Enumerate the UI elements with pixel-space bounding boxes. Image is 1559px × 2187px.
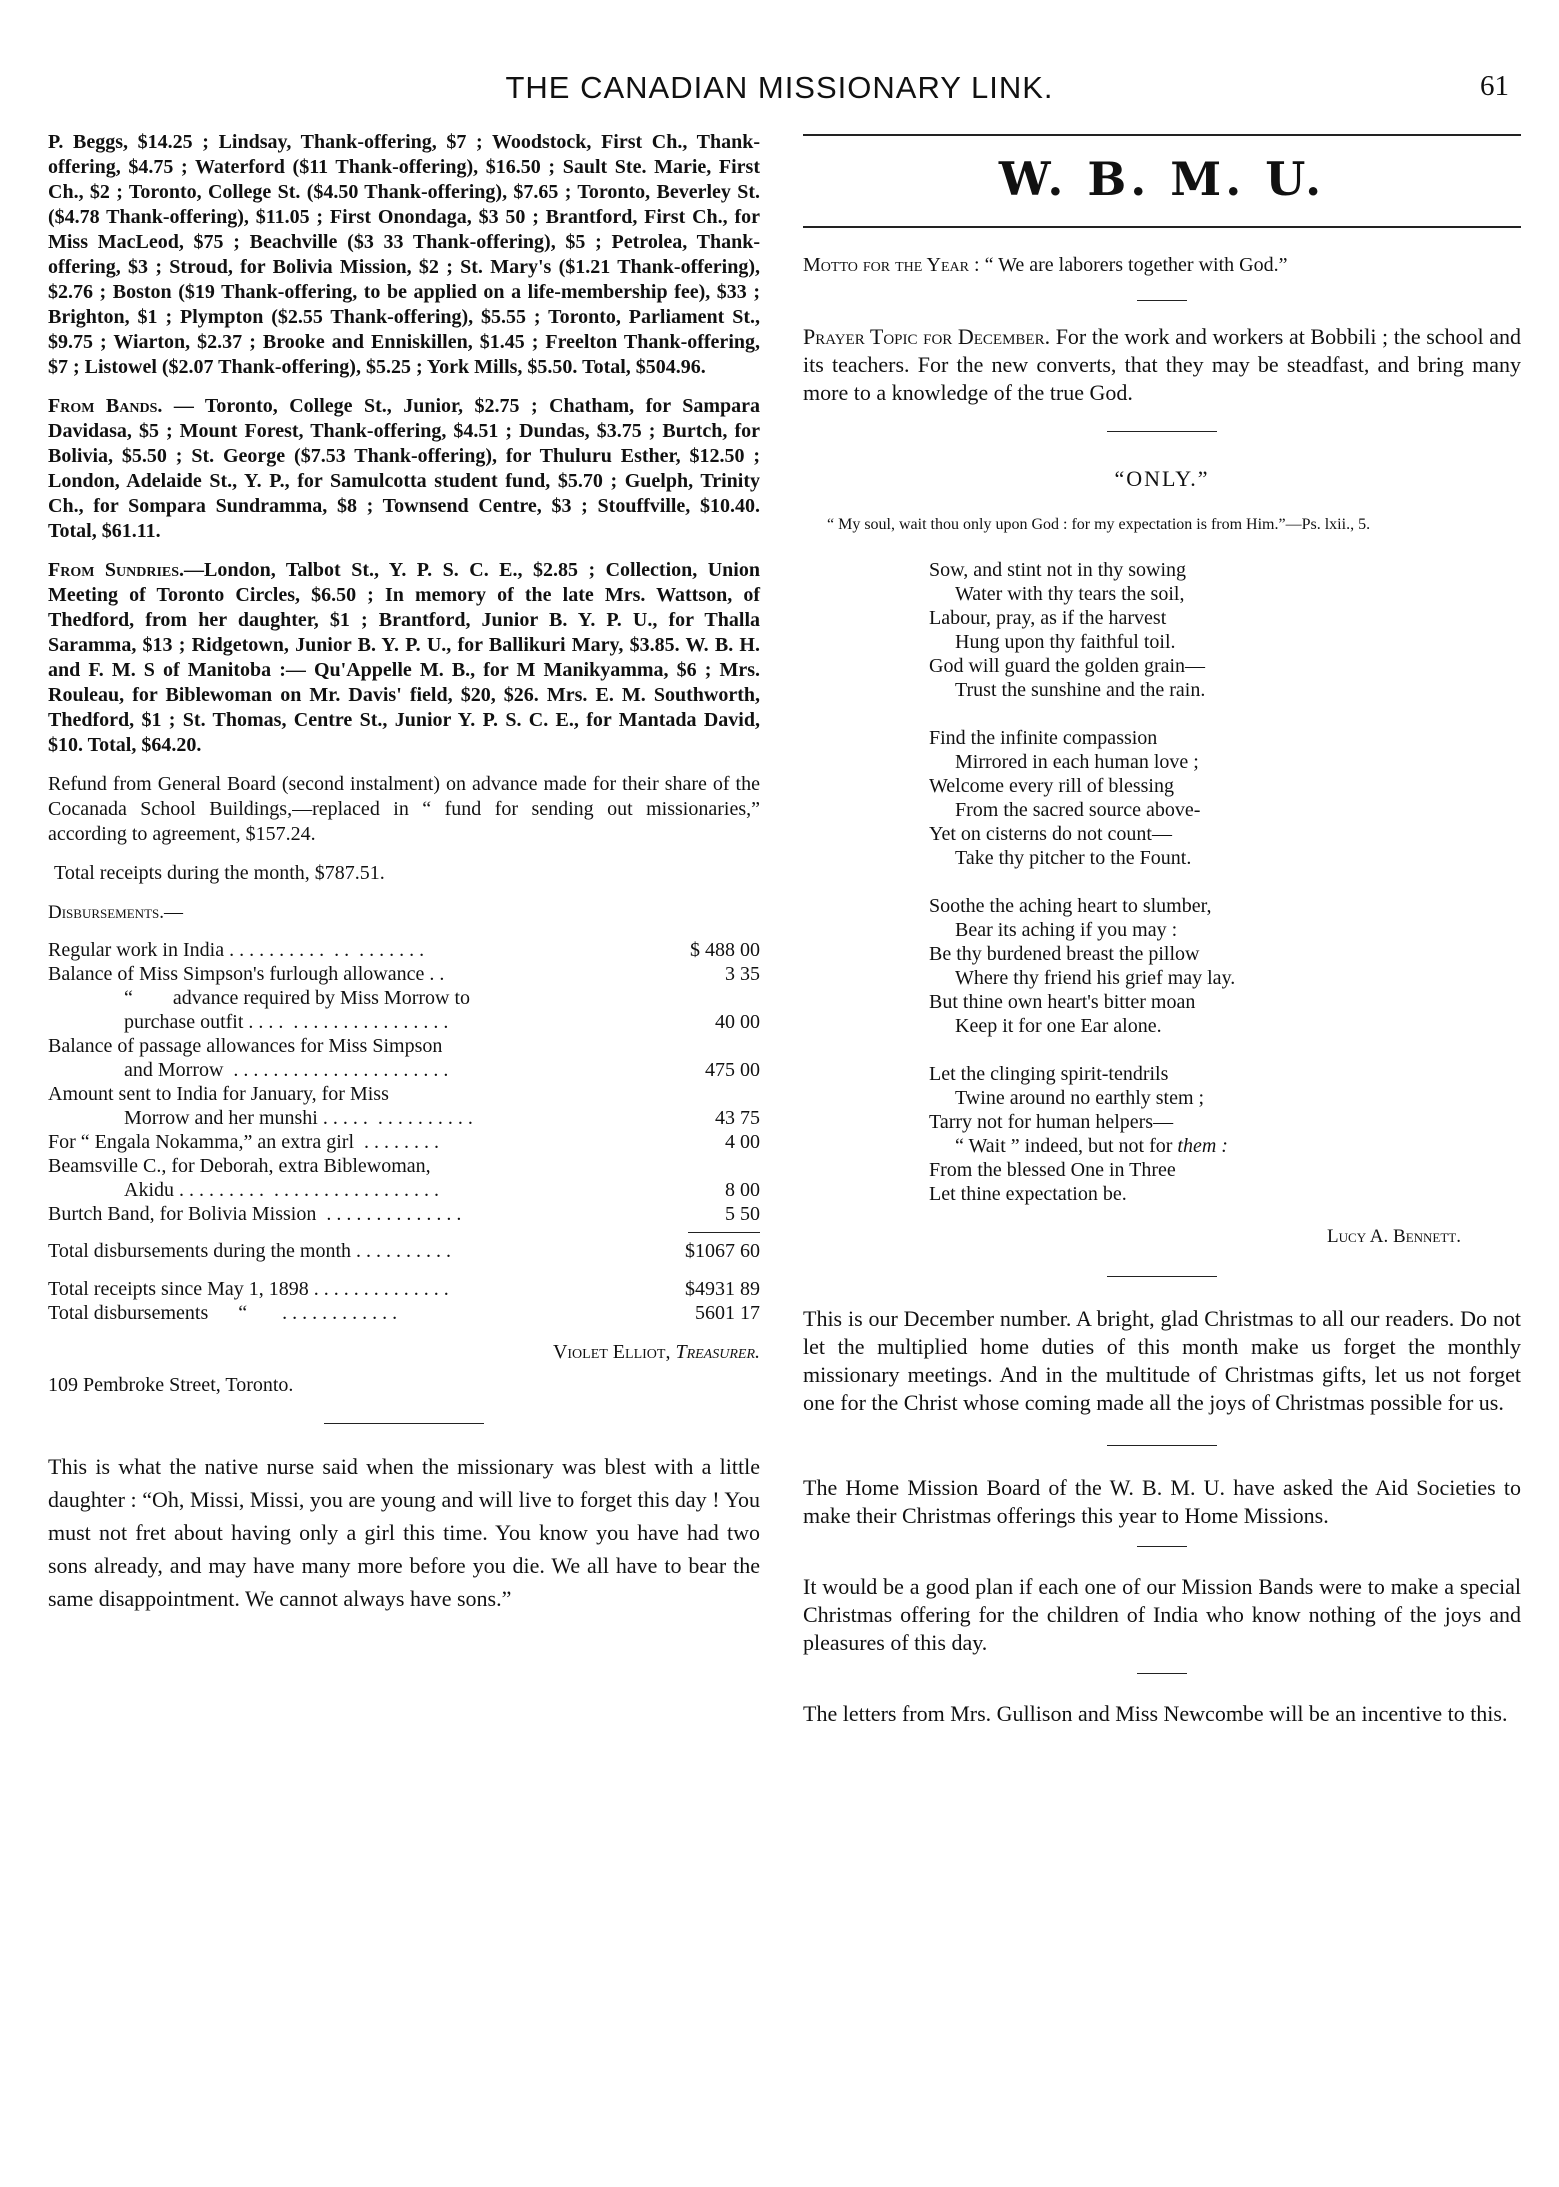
disbursement-desc: Morrow and her munshi . . . . . . . . . . . . . . . (124, 1107, 473, 1129)
poem-line: Hung upon thy faithful toil. (955, 631, 1176, 653)
disbursement-desc: Burtch Band, for Bolivia Mission . . . . . . . . . . . . . . (48, 1203, 462, 1225)
poem-line: Take thy pitcher to the Fount. (955, 847, 1192, 869)
poem-line: Be thy burdened breast the pillow (929, 943, 1200, 965)
disbursement-desc: Regular work in India . . . . . . . . . . . . . . . . . . . (48, 939, 425, 961)
disbursement-amount: 5 50 (725, 1203, 760, 1225)
poem-line: But thine own heart's bitter moan (929, 991, 1196, 1013)
poem-line: Water with thy tears the soil, (955, 583, 1185, 605)
divider-3 (1137, 1546, 1187, 1547)
treasurer-title: Treasurer. (675, 1341, 760, 1363)
disbursement-desc: Balance of passage allowances for Miss Simpson (48, 1035, 443, 1057)
divider-2 (1107, 1445, 1217, 1446)
disbursement-row (48, 962, 760, 986)
poem-line: Bear its aching if you may : (955, 919, 1178, 941)
poem-line: Mirrored in each human love ; (955, 751, 1199, 773)
poem-stanza-2 (929, 726, 1521, 870)
page-header-title: THE CANADIAN MISSIONARY LINK. (505, 70, 1054, 105)
poem-stanza-4 (929, 1062, 1521, 1206)
poem-line: Sow, and stint not in thy sowing (929, 559, 1187, 581)
home-mission-note: The Home Mission Board of the W. B. M. U. have asked the Aid Societies to make their Christmas offerings this year to Home Missions. (803, 1475, 1521, 1528)
disbursement-desc: Balance of Miss Simpson's furlough allowance . . (48, 963, 445, 985)
poem-stanza-4-end (929, 1158, 1521, 1206)
poem-line: Yet on cisterns do not count— (929, 823, 1172, 845)
disbursements-table (48, 938, 760, 1325)
treasurer-name: Violet Elliot, (552, 1341, 671, 1363)
disbursement-row (48, 1010, 760, 1034)
bands-receipts (48, 394, 760, 544)
poem-title: “ONLY.” (1114, 466, 1210, 491)
top-rule (803, 134, 1521, 136)
poem-line: Tarry not for human helpers— (929, 1111, 1174, 1133)
disbursement-row (48, 938, 760, 962)
sum-rule (688, 1232, 760, 1233)
sundries-receipts (48, 558, 760, 758)
motto (803, 252, 1521, 278)
bands-text: — Toronto, College St., Junior, $2.75 ; Chatham, for Sampara Davidasa, $5 ; Mount Forest, Thank-offering, $4.51 ; Dundas, $3.75 ; Burtch, for Bolivia, $5.50 ; St. George ($7.53 Thank-offering), for Thuluru Esther, $12.50 ; London, Adelaide St., Y. P., for Samulcotta student fund, $5.70 ; Guelph, Trinity Ch., for Sompara Sundramma, $8 ; Townsend Centre, $3 ; Stouffville, $10.40. Total, $61.11. (48, 395, 760, 542)
bands-lead: From Bands. (48, 395, 163, 417)
disbursement-amount: 43 75 (715, 1107, 760, 1129)
disbursement-row (48, 1034, 760, 1058)
total-disbursements-month-label: Total disbursements during the month . . . . . . . . . . (48, 1240, 452, 1262)
sundries-text: —London, Talbot St., Y. P. S. C. E., $2.85 ; Collection, Union Meeting of Toronto Circles, $6.50 ; In memory of the late Mrs. Wattson, of Thedford, from her daughter, $1 ; Brantford, Junior B. Y. P. U., for Thalla Saramma, $13 ; Ridgetown, Junior B. Y. P. U., for Ballikuri Mary, $3.85. W. B. H. and F. M. S of Manitoba :— Qu'Appelle M. B., for M Manikyamma, $6 ; Mrs. Rouleau, for Biblewoman on Mr. Davis' field, $20, $26. Mrs. E. M. Southworth, Thedford, $1 ; St. Thomas, Centre St., Junior Y. P. S. C. E., for Mantada David, $10. Total, $64.20. (48, 559, 760, 756)
poem (929, 558, 1521, 1206)
disbursement-amount: 3 35 (725, 963, 760, 985)
divider-4 (1137, 1673, 1187, 1674)
disbursement-amount: 8 00 (725, 1179, 760, 1201)
poem-them-text: them : (1177, 1135, 1228, 1157)
sundries-lead: From Sundries. (48, 559, 185, 581)
poem-line: Trust the sunshine and the rain. (955, 679, 1206, 701)
disbursement-row (48, 1202, 760, 1226)
poem-epigraph: “ My soul, wait thou only upon God : for my expectation is from Him.”—Ps. lxii., 5. (827, 516, 1371, 533)
title-rule (803, 226, 1521, 228)
refund-note: Refund from General Board (second instalment) on advance made for their share of the Cocanada School Buildings,—replaced in “ fund for sending out missionaries,” according to agreement, $157.24. (48, 773, 760, 845)
disbursement-row (48, 1106, 760, 1130)
section-divider (324, 1423, 484, 1424)
total-receipts-month: Total receipts during the month, $787.51. (54, 862, 385, 884)
page-number: 61 (1480, 70, 1509, 102)
total-disbursements-since-row (48, 1301, 760, 1325)
poem-line: Labour, pray, as if the harvest (929, 607, 1167, 629)
disbursement-desc: “ advance required by Miss Morrow to (124, 987, 471, 1009)
poem-wait-text: “ Wait ” indeed, but not for (955, 1135, 1178, 1157)
letters-note: The letters from Mrs. Gullison and Miss Newcombe will be an incentive to this. (803, 1701, 1508, 1726)
poem-author: Lucy A. Bennett. (1327, 1226, 1461, 1247)
december-note: This is our December number. A bright, glad Christmas to all our readers. Do not let the multiplied home duties of this month make us forget the monthly missionary meetings. And in the multitude of Christmas gifts, let us not forget one for the Christ whose coming made all the joys of Christmas possible for us. (803, 1306, 1521, 1415)
prayer-label: Prayer Topic for December. (803, 324, 1051, 349)
disbursement-row (48, 1130, 760, 1154)
motto-label: Motto for the Year : (803, 254, 980, 276)
poem-line-wait (929, 1134, 1521, 1158)
disbursement-desc: Beamsville C., for Deborah, extra Biblewoman, (48, 1155, 431, 1177)
disbursement-desc: purchase outfit . . . . . . . . . . . . . . . . . . . . (124, 1011, 449, 1033)
mission-bands-note: It would be a good plan if each one of our Mission Bands were to make a special Christmas offering for the children of India who know nothing of the joys and pleasures of this day. (803, 1574, 1521, 1655)
poem-line: Keep it for one Ear alone. (955, 1015, 1162, 1037)
disbursement-desc: Akidu . . . . . . . . . . . . . . . . . . . . . . . . . . (124, 1179, 439, 1201)
total-disbursements-month-row (48, 1239, 760, 1263)
prayer-divider (1107, 431, 1217, 432)
poem-line: Twine around no earthly stem ; (955, 1087, 1205, 1109)
motto-divider (1137, 300, 1187, 301)
disbursement-desc: and Morrow . . . . . . . . . . . . . . . . . . . . . . (124, 1059, 449, 1081)
poem-line: Welcome every rill of blessing (929, 775, 1174, 797)
disbursement-rows (48, 938, 760, 1226)
motto-text: “ We are laborers together with God.” (979, 254, 1288, 276)
disbursement-amount: 4 00 (725, 1131, 760, 1153)
disbursement-row (48, 986, 760, 1010)
total-receipts-since-row (48, 1277, 760, 1301)
disbursements-heading: Disbursements.— (48, 902, 183, 923)
disbursement-row (48, 1154, 760, 1178)
total-disbursements-month-amount: $1067 60 (685, 1240, 760, 1262)
disbursement-amount: 475 00 (705, 1059, 760, 1081)
poem-stanza-4-lines (929, 1062, 1521, 1134)
poem-line: God will guard the golden grain— (929, 655, 1206, 677)
total-disbursements-since-label: Total disbursements “ . . . . . . . . . . . . (48, 1302, 398, 1324)
disbursement-row (48, 1178, 760, 1202)
left-column (48, 130, 760, 1615)
poem-line: From the blessed One in Three (929, 1159, 1176, 1181)
prayer-topic (803, 323, 1521, 407)
disbursement-amount: $ 488 00 (690, 939, 760, 961)
poem-divider (1107, 1276, 1217, 1277)
poem-line: Find the infinite compassion (929, 727, 1158, 749)
prayer-text: For the work and workers at Bobbili ; the school and its teachers. For the new converts, that they may be steadfast, and bring many more to a knowledge of the true God. (803, 324, 1521, 405)
disbursement-desc: Amount sent to India for January, for Miss (48, 1083, 389, 1105)
org-title: W. B. M. U. (998, 152, 1326, 206)
total-receipts-since-amount: $4931 89 (685, 1278, 760, 1300)
total-receipts-since-label: Total receipts since May 1, 1898 . . . . . . . . . . . . . . (48, 1278, 449, 1300)
disbursement-amount: 40 00 (715, 1011, 760, 1033)
poem-line: From the sacred source above- (955, 799, 1201, 821)
poem-stanza-1 (929, 558, 1521, 702)
poem-line: Let thine expectation be. (929, 1183, 1127, 1205)
churches-receipts: P. Beggs, $14.25 ; Lindsay, Thank-offering, $7 ; Woodstock, First Ch., Thank-offering, $4.75 ; Waterford ($11 Thank-offering), $16.50 ; Sault Ste. Marie, First Ch., $2 ; Toronto, College St. ($4.50 Thank-offering), $7.65 ; Toronto, Beverley St. ($4.78 Thank-offering), $11.05 ; First Onondaga, $3 50 ; Brantford, First Ch., for Miss MacLeod, $75 ; Beachville ($3 33 Thank-offering), $5 ; Petrolea, Thank-offering, $3 ; Stroud, for Bolivia Mission, $2 ; St. Mary's ($1.21 Thank-offering), $2.76 ; Boston ($19 Thank-offering, to be applied on a life-membership fee), $33 ; Brighton, $1 ; Plympton ($2.55 Thank-offering), $5.55 ; Toronto, Parliament St., $9.75 ; Wiarton, $2.37 ; Brooke and Enniskillen, $1.45 ; Freelton Thank-offering, $7 ; Listowel ($2.07 Thank-offering), $5.25 ; York Mills, $5.50. Total, $504.96. (48, 131, 760, 378)
disbursement-desc: For “ Engala Nokamma,” an extra girl . . . . . . . . (48, 1131, 439, 1153)
poem-line: Let the clinging spirit-tendrils (929, 1063, 1169, 1085)
poem-line: Soothe the aching heart to slumber, (929, 895, 1212, 917)
disbursement-row (48, 1058, 760, 1082)
poem-stanza-3 (929, 894, 1521, 1038)
treasurer-address: 109 Pembroke Street, Toronto. (48, 1374, 294, 1396)
disbursement-row (48, 1082, 760, 1106)
poem-line: Where thy friend his grief may lay. (955, 967, 1236, 989)
total-disbursements-since-amount: 5601 17 (695, 1302, 760, 1324)
right-column (803, 130, 1521, 1728)
nurse-anecdote: This is what the native nurse said when the missionary was blest with a little daughter : “Oh, Missi, Missi, you are young and will live to forget this day ! You must not fret about having only a girl this time. You know you have had two sons already, and may have many more before you die. We all have to bear the same disappointment. We cannot always have sons.” (48, 1454, 760, 1611)
treasurer-signature (48, 1341, 760, 1364)
